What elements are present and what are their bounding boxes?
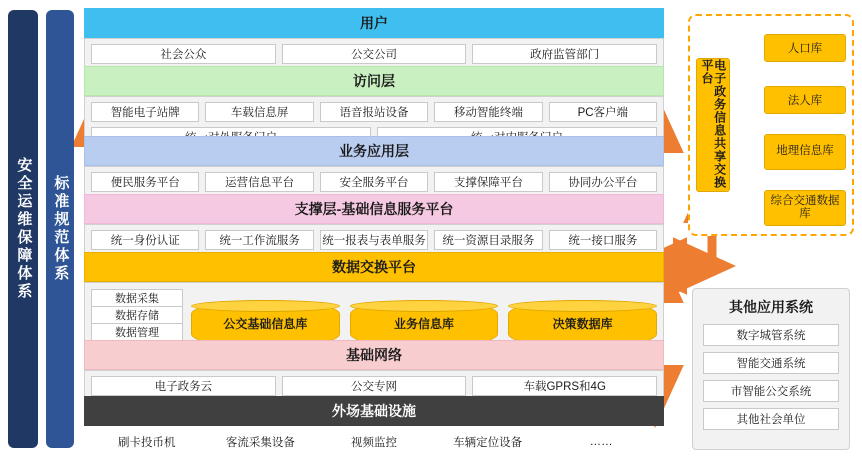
layer-network	[84, 340, 664, 402]
user-item-bus-company[interactable]: 公交公司	[282, 44, 467, 64]
user-item-public[interactable]: 社会公众	[91, 44, 276, 64]
support-item-report-form[interactable]: 统一报表与表单服务	[320, 230, 428, 250]
layer-network-row	[91, 376, 657, 396]
other-system-social-units[interactable]: 其他社会单位	[703, 408, 839, 430]
access-item-mobile-terminal[interactable]: 移动智能终端	[434, 102, 542, 122]
other-system-city-smart-bus[interactable]: 市智能公交系统	[703, 380, 839, 402]
egov-exchange-label	[696, 58, 730, 192]
support-item-resource-catalog[interactable]: 统一资源目录服务	[434, 230, 542, 250]
user-item-government[interactable]: 政府监管部门	[472, 44, 657, 64]
business-item-support[interactable]: 支撑保障平台	[434, 172, 542, 192]
other-systems-title: 其他应用系统	[729, 299, 813, 315]
network-item-gprs-4g[interactable]: 车载GPRS和4G	[472, 376, 657, 396]
field-item-video-surveillance: 视频监控	[350, 437, 397, 449]
support-item-workflow[interactable]: 统一工作流服务	[205, 230, 313, 250]
layer-field	[84, 396, 664, 452]
access-item-voice-announcer[interactable]: 语音报站设备	[320, 102, 428, 122]
egov-db-geographic[interactable]: 地理信息库	[764, 134, 846, 170]
field-item-vehicle-positioning: 车辆定位设备	[453, 437, 523, 449]
layer-exchange-title: 数据交换平台	[84, 252, 664, 282]
egov-db-legal-entity[interactable]: 法人库	[764, 86, 846, 114]
field-item-fare-machine: 刷卡投币机	[118, 437, 176, 449]
layer-user	[84, 8, 664, 70]
other-system-its[interactable]: 智能交通系统	[703, 352, 839, 374]
egov-db-population[interactable]: 人口库	[764, 34, 846, 62]
layer-business-title: 业务应用层	[84, 136, 664, 166]
layer-user-title: 用户	[84, 8, 664, 38]
layer-support-row	[91, 230, 657, 250]
access-item-onboard-screen[interactable]: 车载信息屏	[205, 102, 313, 122]
network-item-egov-cloud[interactable]: 电子政务云	[91, 376, 276, 396]
field-item-ellipsis: ……	[589, 436, 613, 448]
sidebar-standards-label: 标准规范体系	[52, 175, 70, 283]
exchange-function-storage[interactable]: 数据存储	[91, 306, 183, 323]
egov-exchange-label-text: 电子政务信息共享交换平台	[700, 59, 727, 189]
database-bus-basic-info-label: 公交基础信息库	[223, 317, 308, 331]
database-business-info-label: 业务信息库	[394, 317, 455, 331]
sidebar-security-ops	[8, 10, 38, 448]
support-item-interface[interactable]: 统一接口服务	[549, 230, 657, 250]
layer-user-row	[91, 44, 657, 64]
layer-access-devices-row	[91, 102, 657, 122]
egov-db-transport[interactable]: 综合交通数据库	[764, 190, 846, 226]
layer-business	[84, 136, 664, 198]
exchange-function-management[interactable]: 数据管理	[91, 323, 183, 340]
sidebar-standards	[46, 10, 74, 448]
layer-support	[84, 194, 664, 256]
database-decision-data-label: 决策数据库	[552, 317, 613, 331]
other-system-digital-urban[interactable]: 数字城管系统	[703, 324, 839, 346]
layer-business-row	[91, 172, 657, 192]
business-item-collaboration[interactable]: 协同办公平台	[549, 172, 657, 192]
layer-field-title: 外场基础设施	[84, 396, 664, 426]
access-item-pc-client[interactable]: PC客户端	[549, 102, 657, 122]
business-item-public-service[interactable]: 便民服务平台	[91, 172, 199, 192]
support-item-identity[interactable]: 统一身份认证	[91, 230, 199, 250]
business-item-safety[interactable]: 安全服务平台	[320, 172, 428, 192]
sidebar-security-ops-label: 安全运维保障体系	[15, 157, 33, 301]
layer-field-row	[90, 432, 658, 452]
layer-network-title: 基础网络	[84, 340, 664, 370]
layer-access-title: 访问层	[84, 66, 664, 96]
access-item-smart-sign[interactable]: 智能电子站牌	[91, 102, 199, 122]
network-item-bus-private-net[interactable]: 公交专网	[282, 376, 467, 396]
layer-field-body	[84, 426, 664, 452]
business-item-operations[interactable]: 运营信息平台	[205, 172, 313, 192]
exchange-function-collection[interactable]: 数据采集	[91, 289, 183, 306]
other-systems-group	[692, 288, 850, 450]
layer-support-title: 支撑层-基础信息服务平台	[84, 194, 664, 224]
field-item-passenger-flow: 客流采集设备	[225, 437, 295, 449]
